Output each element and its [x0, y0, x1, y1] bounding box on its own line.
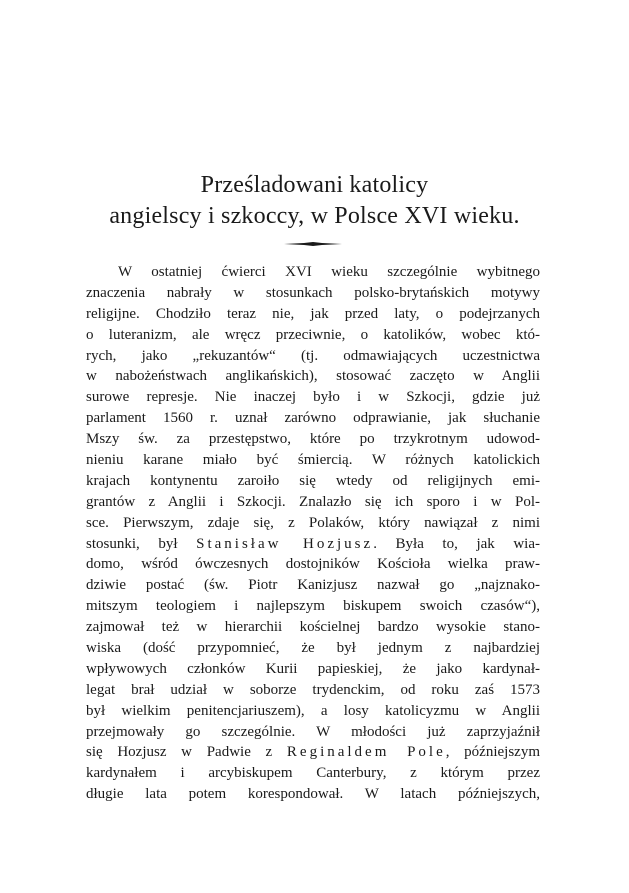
- text-line: wiska (dość przypomnieć, że był jednym z najbardziej: [86, 640, 540, 657]
- chapter-title: [0, 170, 629, 232]
- text-line: znaczenia nabrały w stosunkach polsko-brytańskich motywy: [86, 284, 540, 301]
- text-fragment: . Była to, jak wia-: [373, 535, 541, 552]
- text-line: surowe represje. Nie inaczej było i w Szkocji, gdzie już: [86, 389, 540, 406]
- text-line: W ostatniej ćwierci XVI wieku szczególnie wybitnego: [118, 264, 540, 280]
- text-line: legat brał udział w soborze trydenckim, od roku zaś 1573: [86, 681, 540, 698]
- text-line: parlament 1560 r. uznał zarówno odprawianie, jak słuchanie: [86, 410, 540, 427]
- text-line: przejmowały go szczególnie. W młodości już zaprzyjaźnił: [86, 723, 540, 740]
- text-line: kardynałem i arcybiskupem Canterbury, z którym przez: [86, 765, 540, 782]
- text-fragment: , późniejszym: [445, 744, 540, 761]
- text-line: sce. Pierwszym, zdaje się, z Polaków, który nawiązał z nimi: [86, 514, 540, 531]
- text-line: był wielkim penitencjariuszem), a losy katolicyzmu w Anglii: [86, 702, 540, 719]
- text-line: długie lata potem korespondował. W latach późniejszych,: [86, 786, 540, 803]
- text-line: [86, 742, 540, 763]
- title-line-2: angielscy i szkoccy, w Polsce XVI wieku.: [109, 203, 520, 229]
- text-line: religijne. Chodziło teraz nie, jak przed laty, o podejrzanych: [86, 305, 540, 322]
- text-fragment: się Hozjusz w Padwie z: [86, 744, 273, 761]
- title-line-1: Prześladowani katolicy: [200, 172, 429, 198]
- text-line: krajach kontynentu zaroiło się wtedy od religijnych emi-: [86, 472, 540, 489]
- text-line: dziwie postać (św. Piotr Kanizjusz nazwał go „najznako-: [86, 577, 540, 594]
- text-line: zajmował też w hierarchii kościelnej bardzo wysokie stano-: [86, 619, 540, 636]
- spaced-name-pole: Reginaldem Pole: [286, 744, 446, 761]
- text-line: domo, wśród ówczesnych dostojników Kościoła wielka praw-: [86, 556, 540, 573]
- text-fragment: stosunki, był: [86, 535, 178, 552]
- text-line: rych, jako „rekuzantów“ (tj. odmawiających uczestnictwa: [86, 347, 540, 364]
- text-line: nieniu karane miało być śmiercią. W różnych katolickich: [86, 452, 540, 469]
- text-line: w nabożeństwach anglikańskich), stosować zaczęto w Anglii: [86, 368, 540, 385]
- text-line: wpływowych członków Kurii papieskiej, że jako kardynał-: [86, 660, 540, 677]
- spaced-name-hozjusz: Stanisław Hozjusz: [196, 535, 374, 552]
- text-line: Mszy św. za przestępstwo, które po trzykrotnym udowod-: [86, 431, 540, 448]
- body-text: [86, 262, 540, 805]
- title-divider-ornament: [284, 242, 342, 246]
- text-line: o luteranizm, ale wręcz przeciwnie, o katolików, wobec któ-: [86, 326, 540, 343]
- text-line: mitszym teologiem i najlepszym biskupem swoich czasów“),: [86, 598, 540, 615]
- text-line: [86, 534, 540, 555]
- text-line: grantów z Anglii i Szkocji. Znalazło się ich sporo i w Pol-: [86, 493, 540, 510]
